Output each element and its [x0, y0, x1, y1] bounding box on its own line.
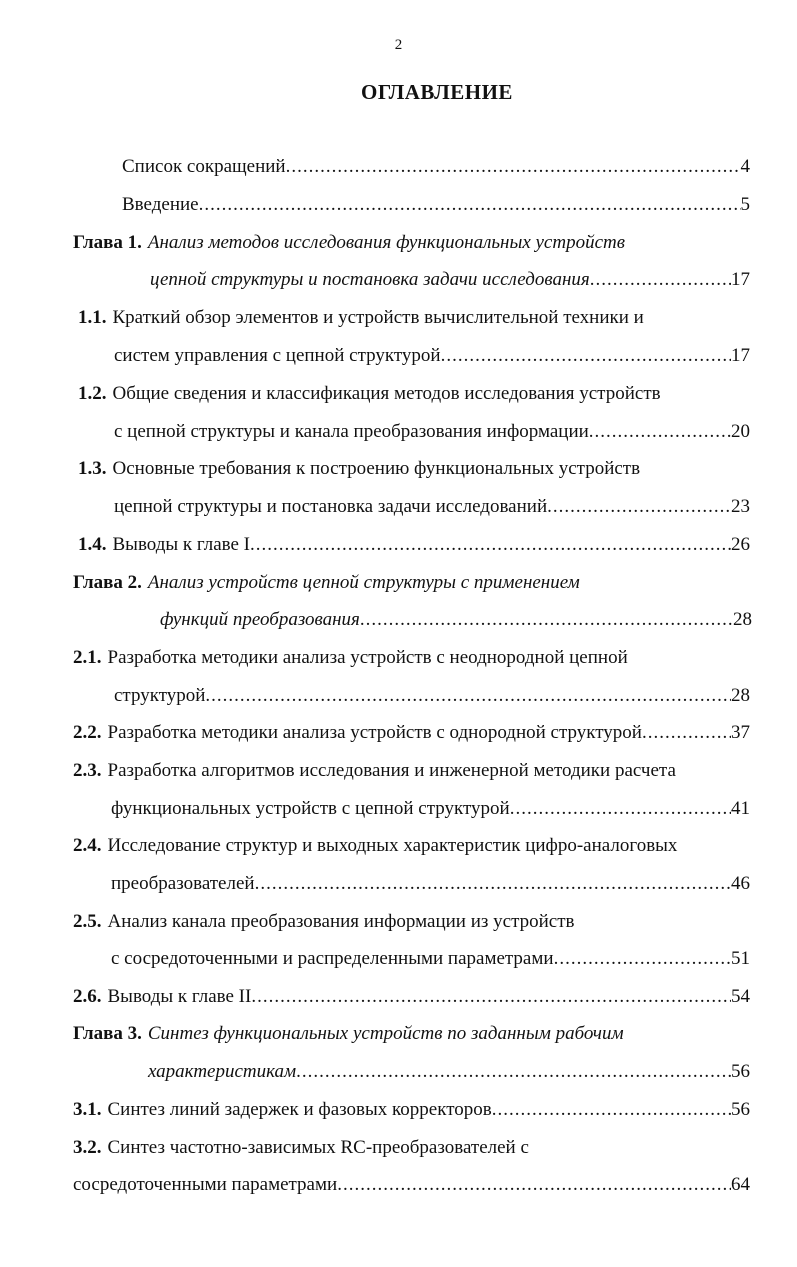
toc-entry-continuation: [160, 608, 752, 632]
toc-entry-continuation: [148, 1060, 750, 1084]
toc-entry-number: 1.2.: [78, 383, 107, 404]
toc-entry-page: 17: [731, 345, 750, 366]
toc-entry-title: Анализ канала преобразования информации из устройств: [107, 911, 575, 932]
toc-leader: [492, 1098, 731, 1122]
toc-entry-title-cont: характеристикам: [148, 1061, 297, 1082]
toc-entry-number: 2.5.: [73, 911, 102, 932]
toc-leader: [251, 985, 731, 1009]
toc-entry-page: 20: [731, 421, 750, 442]
toc-entry: [73, 1098, 750, 1122]
toc-entry-title: Выводы к главе I: [112, 534, 251, 555]
toc-entry-continuation: [114, 344, 750, 368]
toc-entry-continuation: [111, 872, 750, 896]
section-heading: [78, 306, 644, 330]
toc-entry-continuation: [114, 684, 750, 708]
toc-entry-page: 41: [731, 798, 750, 819]
toc-leader: [554, 947, 731, 971]
toc-leader: [590, 268, 731, 292]
toc-leader: [589, 420, 731, 444]
toc-entry-title-cont: функциональных устройств с цепной структурой: [111, 798, 510, 819]
toc-entry-page: 17: [731, 269, 750, 290]
toc-entry-number: 3.2.: [73, 1137, 102, 1158]
page-number: 2: [394, 37, 403, 53]
toc-leader: [286, 155, 741, 179]
toc-entry-number: 2.2.: [73, 722, 102, 743]
toc-entry: [122, 193, 750, 217]
toc-entry-page: 54: [731, 986, 750, 1007]
toc-entry-number: Глава 2.: [73, 572, 142, 593]
toc-entry: [73, 721, 750, 745]
toc-entry: [78, 533, 750, 557]
toc-entry-title-cont: сосредоточенными параметрами: [73, 1174, 338, 1195]
toc-entry-number: 2.4.: [73, 835, 102, 856]
chapter-heading: [73, 231, 625, 255]
toc-entry-number: Глава 3.: [73, 1023, 142, 1044]
toc-leader: [337, 1173, 731, 1197]
section-heading: [73, 1136, 529, 1160]
toc-entry-title-cont: цепной структуры и постановка задачи исследования: [150, 269, 590, 290]
toc-entry-title-cont: цепной структуры и постановка задачи исследований: [114, 496, 548, 517]
toc-entry-page: 46: [731, 873, 750, 894]
toc-entry-number: 1.3.: [78, 458, 107, 479]
toc-leader: [441, 344, 731, 368]
toc-entry-title: Исследование структур и выходных характеристик цифро-аналоговых: [107, 835, 678, 856]
toc-entry-title: Синтез функциональных устройств по заданным рабочим: [147, 1023, 624, 1044]
toc-entry-page: 51: [731, 948, 750, 969]
toc-entry-title: Синтез линий задержек и фазовых корректоров: [107, 1099, 492, 1120]
toc-entry-title: Разработка методики анализа устройств с однородной структурой: [107, 722, 642, 743]
toc-leader: [642, 721, 731, 745]
toc-leader: [360, 608, 733, 632]
toc-entry-title: Разработка методики анализа устройств с неоднородной цепной: [107, 647, 628, 668]
toc-entry-continuation: [111, 797, 750, 821]
toc-entry-title: Анализ методов исследования функциональных устройств: [147, 232, 625, 253]
toc-entry-continuation: [150, 268, 750, 292]
chapter-heading: [73, 1022, 624, 1046]
toc-entry-number: 3.1.: [73, 1099, 102, 1120]
section-heading: [78, 382, 661, 406]
toc-entry-number: 2.1.: [73, 647, 102, 668]
toc-leader: [296, 1060, 731, 1084]
toc-entry-title: Выводы к главе II: [107, 986, 252, 1007]
toc-entry-title: Разработка алгоритмов исследования и инженерной методики расчета: [107, 760, 676, 781]
toc-entry-title: Общие сведения и классификация методов исследования устройств: [112, 383, 661, 404]
toc-leader: [547, 495, 731, 519]
toc-entry-title: Основные требования к построению функциональных устройств: [112, 458, 641, 479]
toc-entry-continuation: [111, 947, 750, 971]
toc-entry-number: 1.1.: [78, 307, 107, 328]
section-heading: [78, 457, 640, 481]
toc-entry-title: Синтез частотно-зависимых RC-преобразователей с: [107, 1137, 529, 1158]
toc-entry-page: 64: [731, 1174, 750, 1195]
toc-entry-title-cont: структурой: [114, 685, 206, 706]
toc-entry-title: Анализ устройств цепной структуры с применением: [147, 572, 580, 593]
toc-entry-title-cont: функций преобразования: [160, 609, 360, 630]
toc-entry-number: 2.3.: [73, 760, 102, 781]
section-heading: [73, 910, 574, 934]
toc-leader: [205, 684, 731, 708]
toc-entry-page: 56: [731, 1061, 750, 1082]
toc-entry-number: Глава 1.: [73, 232, 142, 253]
toc-entry-page: 28: [731, 685, 750, 706]
toc-entry-title-cont: с цепной структуры и канала преобразования информации: [114, 421, 589, 442]
toc-entry: [73, 985, 750, 1009]
toc-entry-number: 2.6.: [73, 986, 102, 1007]
toc-entry-continuation: [114, 495, 750, 519]
toc-entry-continuation: [73, 1173, 750, 1197]
toc-leader: [255, 872, 731, 896]
toc-entry-title-cont: с сосредоточенными и распределенными параметрами: [111, 948, 554, 969]
toc-entry-page: 56: [731, 1099, 750, 1120]
toc-leader: [510, 797, 731, 821]
toc-entry-title-cont: систем управления с цепной структурой: [114, 345, 441, 366]
section-heading: [73, 646, 628, 670]
section-heading: [73, 759, 676, 783]
toc-entry-page: 26: [731, 534, 750, 555]
toc-entry: [122, 155, 750, 179]
toc-entry-page: 5: [740, 194, 750, 215]
toc-entry-number: 1.4.: [78, 534, 107, 555]
toc-entry-title: Введение: [122, 194, 199, 215]
toc-leader: [199, 193, 741, 217]
chapter-heading: [73, 571, 580, 595]
toc-entry-page: 28: [733, 609, 752, 630]
section-heading: [73, 834, 677, 858]
toc-title: ОГЛАВЛЕНИЕ: [361, 80, 513, 104]
toc-entry-title: Краткий обзор элементов и устройств вычислительной техники и: [112, 307, 644, 328]
toc-entry-title-cont: преобразователей: [111, 873, 255, 894]
toc-entry-page: 4: [740, 156, 750, 177]
toc-entry-page: 37: [731, 722, 750, 743]
toc-entry-continuation: [114, 420, 750, 444]
toc-entry-page: 23: [731, 496, 750, 517]
toc-leader: [250, 533, 731, 557]
toc-entry-title: Список сокращений: [122, 156, 286, 177]
